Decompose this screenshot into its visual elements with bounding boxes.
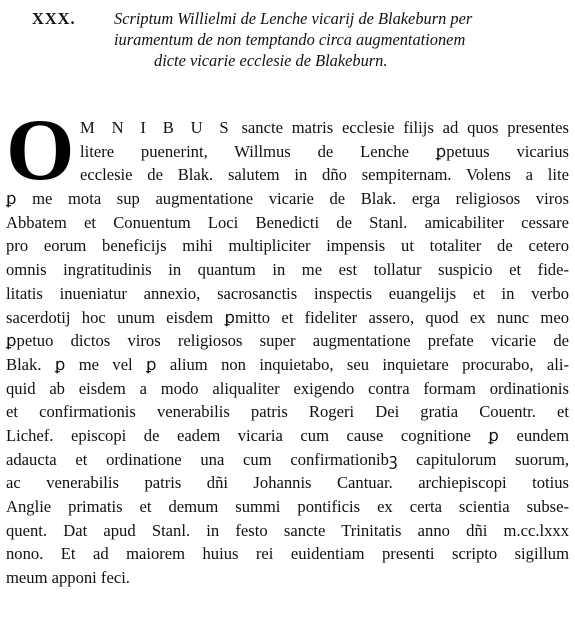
body-line-8: litatis inueniatur annexio, sacrosanctis inspectis euangelijs et in verbo: [6, 283, 569, 303]
heading-line-2: iuramentum de non temptando circa augmentationem: [114, 30, 466, 49]
body-line-1: [80, 116, 569, 140]
document-heading: [6, 8, 569, 71]
body-line-15: adaucta et ordinatione una cum confirmationibꝫ capitulorum suorum,: [6, 449, 569, 469]
body-line-1-text: sancte matris ecclesie filijs ad quos presentes: [241, 118, 569, 137]
heading-line-1: Scriptum Willielmi de Lenche vicarij de Blakeburn per: [114, 9, 473, 28]
document-body: [6, 102, 569, 590]
body-line-14: Lichef. episcopi de eadem vicaria cum cause cognitione ꝑ eundem: [6, 425, 569, 445]
body-line-2: litere puenerint, Willmus de Lenche ꝑpetuus vicarius: [80, 141, 569, 161]
body-line-16: ac venerabilis patris dñi Johannis Cantuar. archiepiscopi totius: [6, 473, 569, 493]
body-line-12: quid ab eisdem a modo aliqualiter exigendo contra formam ordinationis: [6, 378, 569, 398]
document-number: XXX.: [32, 9, 76, 28]
body-line-4: ꝑ me mota sup augmentatione vicarie de Blak. erga religiosos viros: [6, 189, 569, 209]
document-page: [6, 8, 569, 588]
body-line-10: ꝑpetuo dictos viros religiosos super augmentatione prefate vicarie de: [6, 331, 569, 351]
body-line-20: meum apponi feci.: [6, 568, 130, 588]
first-word-rest: M N I B U S: [80, 118, 233, 137]
body-line-19: nono. Et ad maiorem huius rei euidentiam presenti scripto sigillum: [6, 544, 569, 564]
body-line-5: Abbatem et Conuentum Loci Benedicti de Stanl. amicabiliter cessare: [6, 212, 569, 232]
body-line-3: ecclesie de Blak. salutem in dño sempiternam. Volens a lite: [80, 165, 569, 185]
drop-cap: O: [6, 102, 75, 199]
body-line-13: et confirmationis venerabilis patris Rogeri Dei gratia Couentr. et: [6, 402, 569, 422]
body-line-7: omnis ingratitudinis in quantum in me est tollatur suspicio et fide-: [6, 260, 569, 280]
body-line-11: Blak. ꝑ me vel ꝑ alium non inquietabo, seu inquietare procurabo, ali-: [6, 354, 569, 374]
body-line-6: pro eorum beneficijs mihi multipliciter impensis ut totaliter de cetero: [6, 236, 569, 256]
heading-line-3: dicte vicarie ecclesie de Blakeburn.: [154, 51, 388, 70]
body-line-17: Anglie primatis et demum summi pontificis ex certa scientia subse-: [6, 497, 569, 516]
body-line-9: sacerdotij hoc unum eisdem ꝑmitto et fideliter assero, quod ex nunc meo: [6, 307, 569, 327]
body-line-18: quent. Dat apud Stanl. in festo sancte Trinitatis anno dñi m.cc.lxxx: [6, 520, 569, 540]
